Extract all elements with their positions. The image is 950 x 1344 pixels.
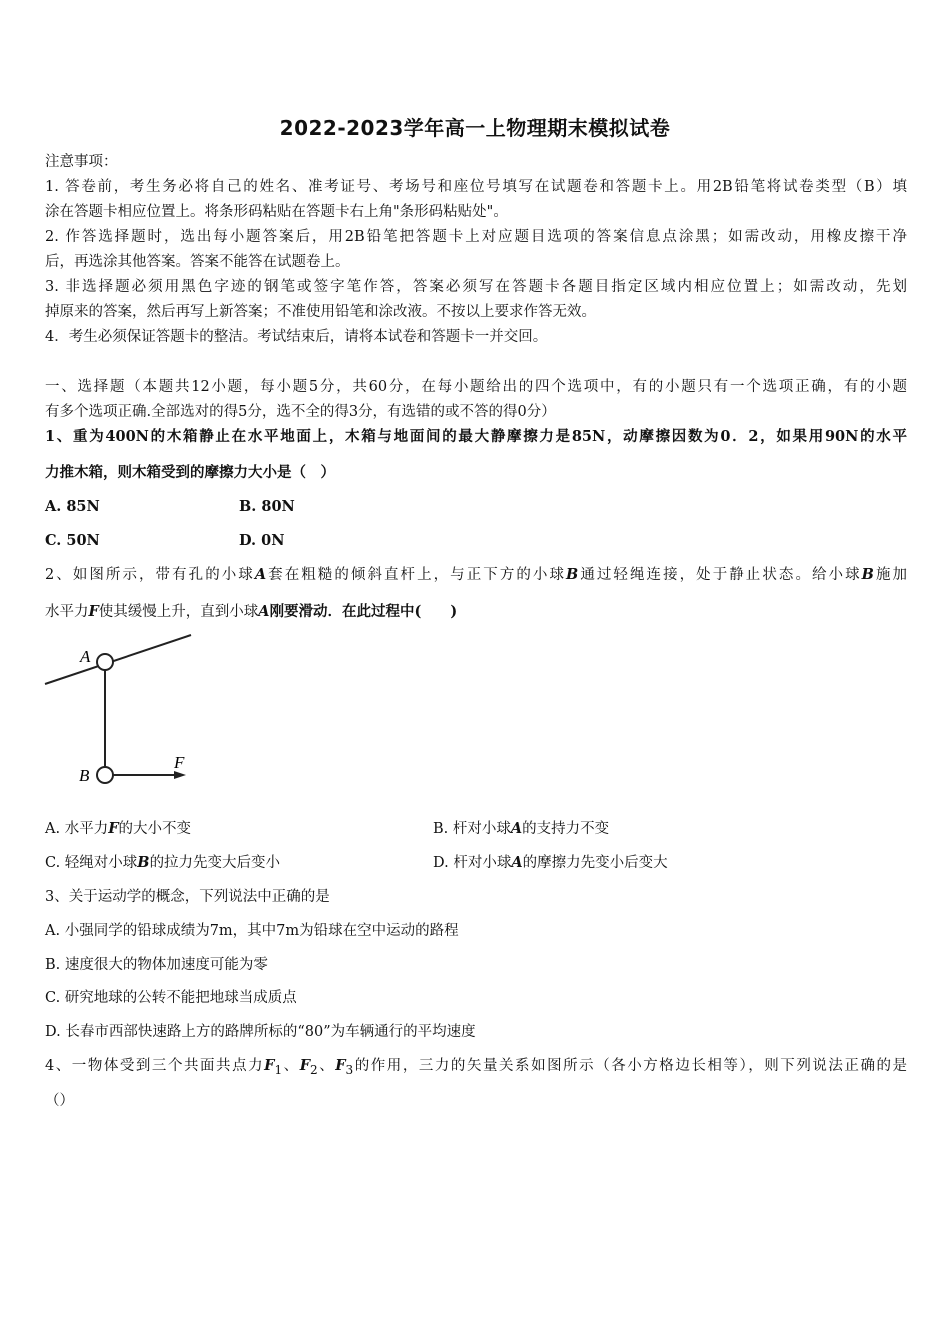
- notice-line: 4．考生必须保证答题卡的整洁。考试结束后，请将本试卷和答题卡一并交回。: [45, 329, 548, 345]
- notice-line: 掉原来的答案，然后再写上新答案；不准使用铅笔和涂改液。不按以上要求作答无效。: [45, 304, 596, 320]
- label-f: F: [174, 753, 185, 772]
- ball-b: [97, 767, 113, 783]
- notice-line: 3. 非选择题必须用黑色字迹的钢笔或签字笔作答，答案必须写在答题卡各题目指定区域内相应位置上；如需改动，先划: [45, 279, 907, 295]
- question-3-option-a: A. 小强同学的铅球成绩为7m，其中7m为铅球在空中运动的路程: [45, 923, 459, 939]
- question-1-option-b: B. 80N: [239, 498, 295, 515]
- force-f-arrowhead: [174, 771, 186, 779]
- notice-line: 1. 答卷前，考生务必将自己的姓名、准考证号、考场号和座位号填写在试题卷和答题卡上。用2B铅笔将试卷类型（B）填: [45, 179, 907, 195]
- ball-a: [97, 654, 113, 670]
- question-3-option-c: C. 研究地球的公转不能把地球当成质点: [45, 990, 297, 1006]
- question-1-option-d: D. 0N: [239, 532, 285, 549]
- notice-heading: 注意事项：: [45, 154, 118, 170]
- question-2-stem: 2、如图所示，带有孔的小球A套在粗糙的倾斜直杆上，与正下方的小球B通过轻绳连接，处于静止状态。给小球B施加: [45, 566, 908, 583]
- notice-line: 2. 作答选择题时，选出每小题答案后，用2B铅笔把答题卡上对应题目选项的答案信息点涂黑；如需改动，用橡皮擦干净: [45, 229, 907, 245]
- question-2-stem: 水平力F使其缓慢上升，直到小球A刚要滑动．在此过程中( ): [45, 603, 458, 620]
- question-2-option-d: D. 杆对小球A的摩擦力先变小后变大: [433, 854, 668, 871]
- notice-line: 后，再选涂其他答案。答案不能答在试题卷上。: [45, 254, 350, 270]
- question-2-option-b: B. 杆对小球A的支持力不变: [433, 820, 610, 837]
- question-4-stem: 4、一物体受到三个共面共点力$F_1$、$F_2$、$F_3$的作用，三力的矢量关系如图所示（各小方格边长相等），则下列说法正确的是: [45, 1057, 907, 1077]
- page-title: 2022-2023学年高一上物理期末模拟试卷: [279, 116, 671, 140]
- question-3-stem: 3、关于运动学的概念，下列说法中正确的是: [45, 889, 330, 905]
- question-2-figure: [44, 632, 204, 792]
- question-1-stem: 1、重为400N的木箱静止在水平地面上，木箱与地面间的最大静摩擦力是85N，动摩擦因数为0．2，如果用90N的水平: [45, 428, 907, 445]
- label-b: B: [79, 766, 90, 785]
- question-1-option-c: C. 50N: [45, 532, 100, 549]
- question-2-option-a: A. 水平力F的大小不变: [45, 820, 191, 837]
- inclined-rod: [45, 635, 191, 684]
- question-3-option-b: B. 速度很大的物体加速度可能为零: [45, 957, 268, 973]
- question-1-option-a: A. 85N: [45, 498, 100, 515]
- section-heading: 一、选择题（本题共12小题，每小题5分，共60分，在每小题给出的四个选项中，有的小题只有一个选项正确，有的小题: [45, 379, 907, 395]
- notice-line: 涂在答题卡相应位置上。将条形码粘贴在答题卡右上角"条形码粘贴处"。: [45, 204, 508, 220]
- section-heading: 有多个选项正确.全部选对的得5分，选不全的得3分，有选错的或不答的得0分）: [45, 404, 556, 420]
- question-1-stem: 力推木箱，则木箱受到的摩擦力大小是（ ）: [45, 464, 335, 481]
- question-4-stem: （）: [45, 1093, 74, 1109]
- question-2-option-c: C. 轻绳对小球B的拉力先变大后变小: [45, 854, 281, 871]
- question-3-option-d: D. 长春市西部快速路上方的路牌所标的“80”为车辆通行的平均速度: [45, 1024, 476, 1040]
- label-a: A: [80, 647, 91, 666]
